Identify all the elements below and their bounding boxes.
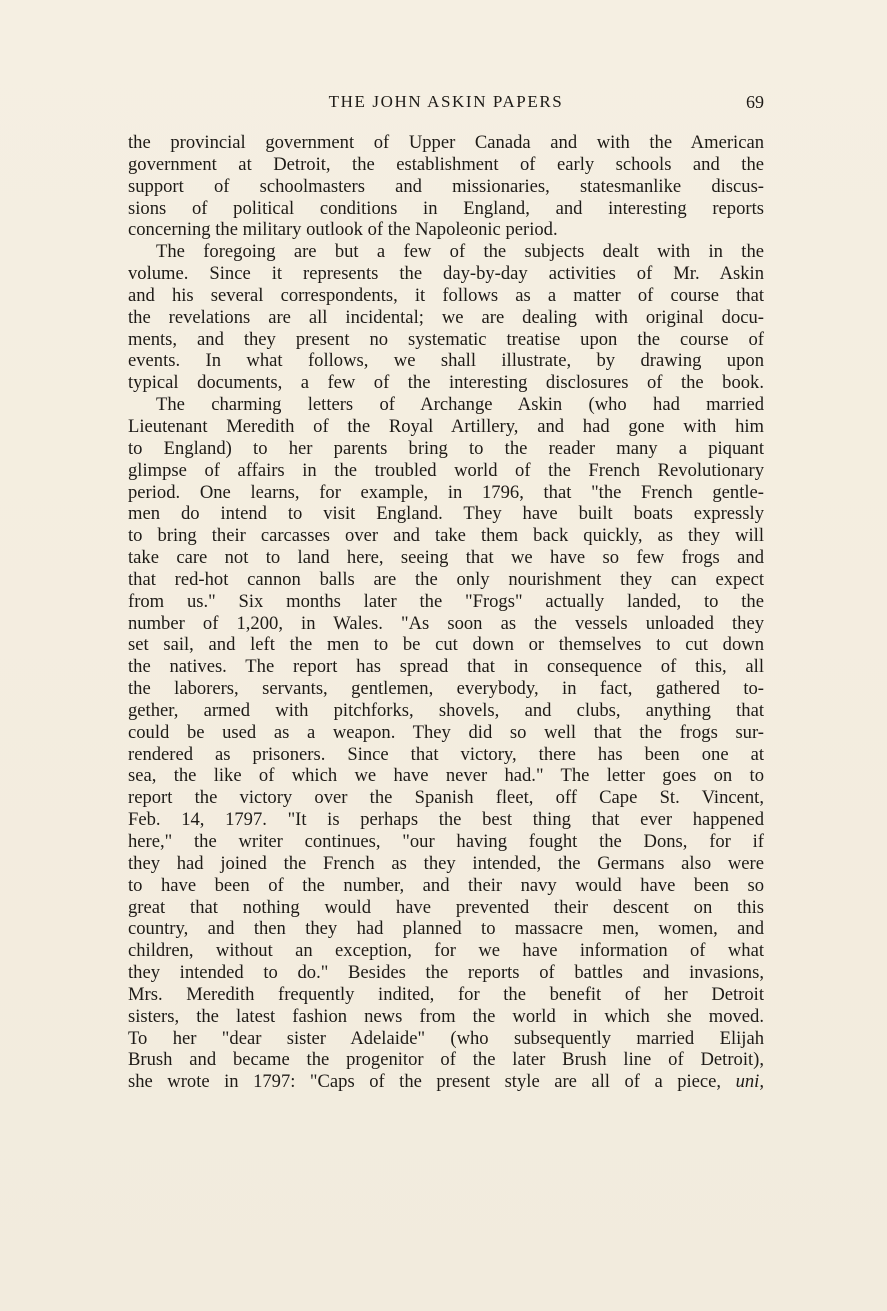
text-line: glimpse of affairs in the troubled world of the French Revolutionary bbox=[128, 459, 764, 481]
text-line: they had joined the French as they intended, the Germans also were bbox=[128, 852, 764, 874]
body-text bbox=[128, 132, 764, 1093]
text-line: men do intend to visit England. They have built boats expressly bbox=[128, 503, 764, 525]
text-line: great that nothing would have prevented their descent on this bbox=[128, 896, 764, 918]
text-line: gether, armed with pitchforks, shovels, and clubs, anything that bbox=[128, 699, 764, 721]
text-line-final-roman: she wrote in 1797: "Caps of the present style are all of a piece, bbox=[128, 1071, 722, 1093]
text-line: concerning the military outlook of the Napoleonic period. bbox=[128, 219, 558, 241]
text-line: number of 1,200, in Wales. "As soon as the vessels unloaded they bbox=[128, 612, 764, 634]
text-line: to have been of the number, and their navy would have been so bbox=[128, 874, 764, 896]
text-line: report the victory over the Spanish fleet, off Cape St. Vincent, bbox=[128, 787, 764, 809]
text-line: children, without an exception, for we have information of what bbox=[128, 940, 764, 962]
text-line: The charming letters of Archange Askin (who had married bbox=[156, 394, 764, 416]
text-line: that red-hot cannon balls are the only nourishment they can expect bbox=[128, 568, 764, 590]
text-line: could be used as a weapon. They did so well that the frogs sur- bbox=[128, 721, 764, 743]
text-line: typical documents, a few of the interesting disclosures of the book. bbox=[128, 372, 764, 394]
text-line: government at Detroit, the establishment of early schools and the bbox=[128, 153, 764, 175]
text-line: here," the writer continues, "our having fought the Dons, for if bbox=[128, 831, 764, 852]
text-line: the revelations are all incidental; we are dealing with original docu- bbox=[128, 306, 764, 328]
text-line: and his several correspondents, it follows as a matter of course that bbox=[128, 284, 764, 306]
text-line: country, and then they had planned to massacre men, women, and bbox=[128, 918, 764, 940]
text-line: Mrs. Meredith frequently indited, for the benefit of her Detroit bbox=[128, 983, 764, 1005]
text-line: the provincial government of Upper Canada and with the American bbox=[128, 132, 764, 153]
text-line: rendered as prisoners. Since that victory, there has been one at bbox=[128, 743, 764, 765]
text-line: set sail, and left the men to be cut down or themselves to cut down bbox=[128, 634, 764, 656]
page-number: 69 bbox=[746, 92, 764, 112]
text-line: sions of political conditions in England, and interesting reports bbox=[128, 197, 764, 219]
text-line: the natives. The report has spread that in consequence of this, all bbox=[128, 656, 764, 678]
text-line: to England) to her parents bring to the reader many a piquant bbox=[128, 437, 764, 459]
text-line-final bbox=[128, 1071, 764, 1093]
text-line: to bring their carcasses over and take them back quickly, as they will bbox=[128, 525, 764, 547]
text-line: ments, and they present no systematic treatise upon the course of bbox=[128, 328, 764, 350]
text-line: they intended to do." Besides the reports of battles and invasions, bbox=[128, 962, 764, 984]
text-line: To her "dear sister Adelaide" (who subsequently married Elijah bbox=[128, 1027, 764, 1049]
italic-word: uni, bbox=[735, 1071, 764, 1093]
running-title: THE JOHN ASKIN PAPERS bbox=[328, 92, 564, 111]
text-line: events. In what follows, we shall illustrate, by drawing upon bbox=[128, 350, 764, 372]
text-line: volume. Since it represents the day-by-day activities of Mr. Askin bbox=[128, 263, 764, 285]
text-line: sea, the like of which we have never had." The letter goes on to bbox=[128, 765, 764, 787]
running-head bbox=[128, 90, 764, 114]
text-line: The foregoing are but a few of the subjects dealt with in the bbox=[156, 241, 764, 263]
text-line: Feb. 14, 1797. "It is perhaps the best thing that ever happened bbox=[128, 809, 764, 831]
text-line: from us." Six months later the "Frogs" actually landed, to the bbox=[128, 590, 764, 612]
text-line: take care not to land here, seeing that we have so few frogs and bbox=[128, 547, 764, 569]
text-line: Lieutenant Meredith of the Royal Artillery, and had gone with him bbox=[128, 415, 764, 437]
text-line: the laborers, servants, gentlemen, everybody, in fact, gathered to- bbox=[128, 678, 764, 700]
text-line: sisters, the latest fashion news from the world in which she moved. bbox=[128, 1005, 764, 1027]
text-line: period. One learns, for example, in 1796, that "the French gentle- bbox=[128, 481, 764, 503]
text-line: Brush and became the progenitor of the later Brush line of Detroit), bbox=[128, 1049, 764, 1071]
text-line: support of schoolmasters and missionaries, statesmanlike discus- bbox=[128, 175, 764, 197]
